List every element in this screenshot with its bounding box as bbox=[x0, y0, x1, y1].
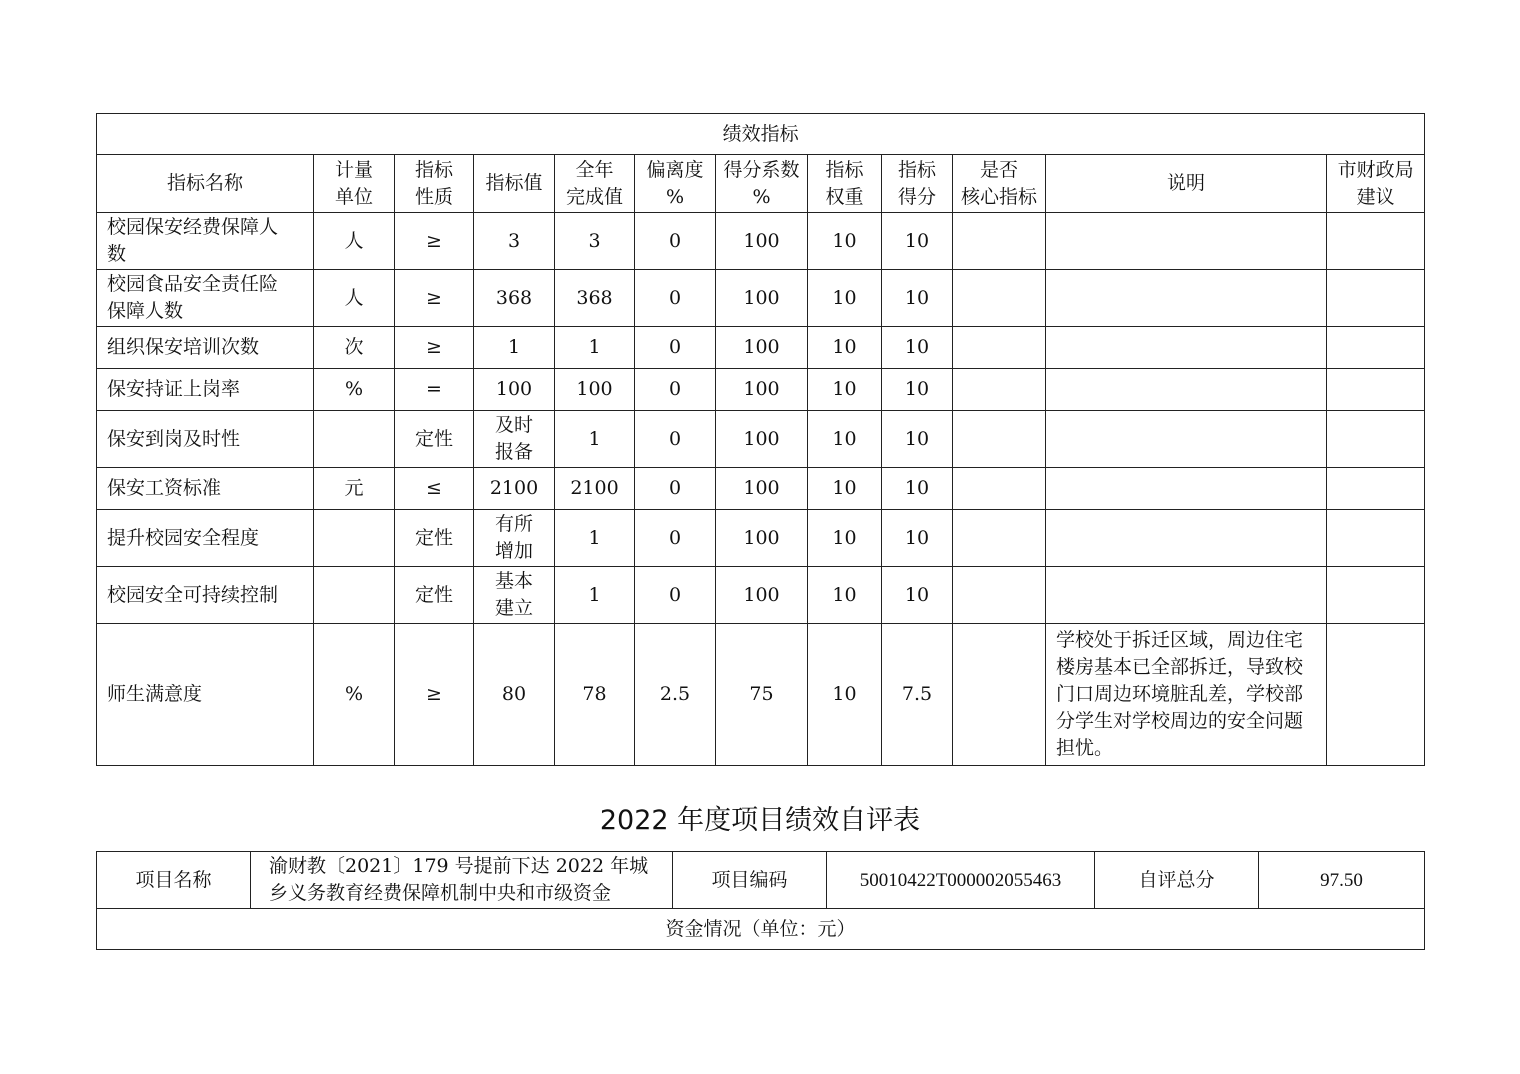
cell-score: 10 bbox=[882, 270, 953, 327]
cell-indicator-name: 校园安全可持续控制 bbox=[97, 567, 314, 624]
cell-unit bbox=[314, 567, 395, 624]
cell-suggestion bbox=[1327, 369, 1425, 411]
cell-weight: 10 bbox=[808, 327, 882, 369]
cell-indicator-name: 师生满意度 bbox=[97, 624, 314, 766]
cell-core-indicator bbox=[953, 327, 1046, 369]
cell-nature: ≥ bbox=[395, 270, 474, 327]
cell-nature: 定性 bbox=[395, 567, 474, 624]
cell-actual-value: 3 bbox=[555, 213, 635, 270]
cell-indicator-name: 保安持证上岗率 bbox=[97, 369, 314, 411]
cell-note bbox=[1046, 327, 1327, 369]
cell-note bbox=[1046, 510, 1327, 567]
cell-target-value: 368 bbox=[474, 270, 555, 327]
cell-coefficient: 100 bbox=[716, 411, 808, 468]
cell-weight: 10 bbox=[808, 411, 882, 468]
table-row bbox=[97, 327, 1425, 369]
cell-actual-value: 1 bbox=[555, 510, 635, 567]
table-row bbox=[97, 468, 1425, 510]
cell-nature: 定性 bbox=[395, 510, 474, 567]
cell-target-value: 80 bbox=[474, 624, 555, 766]
cell-unit: 人 bbox=[314, 270, 395, 327]
cell-indicator-name: 组织保安培训次数 bbox=[97, 327, 314, 369]
cell-core-indicator bbox=[953, 213, 1046, 270]
performance-table bbox=[96, 113, 1425, 766]
cell-unit: 人 bbox=[314, 213, 395, 270]
cell-unit: % bbox=[314, 624, 395, 766]
cell-coefficient: 100 bbox=[716, 369, 808, 411]
hdr-core: 是否 核心指标 bbox=[953, 155, 1046, 213]
cell-suggestion bbox=[1327, 567, 1425, 624]
cell-weight: 10 bbox=[808, 624, 882, 766]
cell-score: 10 bbox=[882, 213, 953, 270]
cell-score: 10 bbox=[882, 468, 953, 510]
cell-suggestion bbox=[1327, 270, 1425, 327]
cell-core-indicator bbox=[953, 270, 1046, 327]
cell-note bbox=[1046, 411, 1327, 468]
table-row bbox=[97, 270, 1425, 327]
cell-nature: ≥ bbox=[395, 213, 474, 270]
project-code-label: 项目编码 bbox=[673, 852, 827, 909]
hdr-note: 说明 bbox=[1046, 155, 1327, 213]
cell-core-indicator bbox=[953, 369, 1046, 411]
header-row bbox=[97, 155, 1425, 213]
total-score-label: 自评总分 bbox=[1095, 852, 1259, 909]
cell-suggestion bbox=[1327, 468, 1425, 510]
cell-deviation: 0 bbox=[635, 510, 716, 567]
cell-score: 7.5 bbox=[882, 624, 953, 766]
cell-actual-value: 1 bbox=[555, 567, 635, 624]
cell-actual-value: 2100 bbox=[555, 468, 635, 510]
cell-nature: ≥ bbox=[395, 624, 474, 766]
cell-unit: % bbox=[314, 369, 395, 411]
cell-note bbox=[1046, 270, 1327, 327]
cell-weight: 10 bbox=[808, 567, 882, 624]
cell-coefficient: 100 bbox=[716, 510, 808, 567]
cell-weight: 10 bbox=[808, 369, 882, 411]
hdr-nature: 指标 性质 bbox=[395, 155, 474, 213]
page-title: 2022 年度项目绩效自评表 bbox=[599, 805, 921, 836]
evaluation-table bbox=[96, 851, 1425, 950]
cell-nature: 定性 bbox=[395, 411, 474, 468]
funds-label: 资金情况（单位：元） bbox=[97, 909, 1425, 950]
cell-score: 10 bbox=[882, 369, 953, 411]
cell-nature: ≥ bbox=[395, 327, 474, 369]
cell-target-value: 3 bbox=[474, 213, 555, 270]
cell-target-value: 100 bbox=[474, 369, 555, 411]
cell-coefficient: 100 bbox=[716, 327, 808, 369]
cell-unit bbox=[314, 411, 395, 468]
cell-core-indicator bbox=[953, 468, 1046, 510]
table-row bbox=[97, 624, 1425, 766]
cell-deviation: 0 bbox=[635, 213, 716, 270]
cell-deviation: 0 bbox=[635, 270, 716, 327]
cell-actual-value: 368 bbox=[555, 270, 635, 327]
cell-suggestion bbox=[1327, 624, 1425, 766]
cell-nature: ≤ bbox=[395, 468, 474, 510]
project-name-label: 项目名称 bbox=[97, 852, 251, 909]
cell-score: 10 bbox=[882, 510, 953, 567]
cell-indicator-name: 保安工资标准 bbox=[97, 468, 314, 510]
hdr-score: 指标 得分 bbox=[882, 155, 953, 213]
table-row bbox=[97, 510, 1425, 567]
cell-note bbox=[1046, 468, 1327, 510]
cell-note bbox=[1046, 567, 1327, 624]
hdr-unit: 计量 单位 bbox=[314, 155, 395, 213]
cell-deviation: 0 bbox=[635, 567, 716, 624]
cell-weight: 10 bbox=[808, 213, 882, 270]
cell-deviation: 2.5 bbox=[635, 624, 716, 766]
total-score-value: 97.50 bbox=[1259, 852, 1425, 909]
hdr-coefficient: 得分系数 % bbox=[716, 155, 808, 213]
section-title: 绩效指标 bbox=[97, 114, 1425, 155]
cell-deviation: 0 bbox=[635, 369, 716, 411]
cell-target-value: 及时 报备 bbox=[474, 411, 555, 468]
cell-indicator-name: 校园食品安全责任险 保障人数 bbox=[97, 270, 314, 327]
cell-actual-value: 1 bbox=[555, 327, 635, 369]
cell-unit: 次 bbox=[314, 327, 395, 369]
cell-coefficient: 100 bbox=[716, 213, 808, 270]
cell-indicator-name: 提升校园安全程度 bbox=[97, 510, 314, 567]
cell-core-indicator bbox=[953, 567, 1046, 624]
hdr-weight: 指标 权重 bbox=[808, 155, 882, 213]
cell-coefficient: 100 bbox=[716, 468, 808, 510]
cell-note: 学校处于拆迁区域，周边住宅楼房基本已全部拆迁，导致校门口周边环境脏乱差，学校部分学生对学校周边的安全问题担忧。 bbox=[1046, 624, 1327, 766]
cell-suggestion bbox=[1327, 213, 1425, 270]
cell-target-value: 有所 增加 bbox=[474, 510, 555, 567]
cell-unit: 元 bbox=[314, 468, 395, 510]
cell-weight: 10 bbox=[808, 270, 882, 327]
performance-body bbox=[97, 213, 1425, 766]
table-row bbox=[97, 567, 1425, 624]
cell-score: 10 bbox=[882, 327, 953, 369]
cell-nature: = bbox=[395, 369, 474, 411]
cell-suggestion bbox=[1327, 327, 1425, 369]
cell-core-indicator bbox=[953, 624, 1046, 766]
cell-coefficient: 100 bbox=[716, 270, 808, 327]
cell-deviation: 0 bbox=[635, 411, 716, 468]
project-code-value: 50010422T000002055463 bbox=[827, 852, 1095, 909]
cell-target-value: 1 bbox=[474, 327, 555, 369]
cell-deviation: 0 bbox=[635, 468, 716, 510]
project-name-value: 渝财教〔2021〕179 号提前下达 2022 年城乡义务教育经费保障机制中央和市级资金 bbox=[251, 852, 673, 909]
cell-target-value: 2100 bbox=[474, 468, 555, 510]
hdr-target: 指标值 bbox=[474, 155, 555, 213]
cell-core-indicator bbox=[953, 411, 1046, 468]
cell-coefficient: 75 bbox=[716, 624, 808, 766]
cell-unit bbox=[314, 510, 395, 567]
cell-target-value: 基本 建立 bbox=[474, 567, 555, 624]
hdr-deviation: 偏离度 % bbox=[635, 155, 716, 213]
table-row bbox=[97, 411, 1425, 468]
hdr-suggestion: 市财政局 建议 bbox=[1327, 155, 1425, 213]
cell-indicator-name: 保安到岗及时性 bbox=[97, 411, 314, 468]
cell-score: 10 bbox=[882, 411, 953, 468]
cell-actual-value: 78 bbox=[555, 624, 635, 766]
cell-note bbox=[1046, 213, 1327, 270]
cell-actual-value: 100 bbox=[555, 369, 635, 411]
cell-indicator-name: 校园保安经费保障人 数 bbox=[97, 213, 314, 270]
cell-actual-value: 1 bbox=[555, 411, 635, 468]
cell-weight: 10 bbox=[808, 468, 882, 510]
cell-weight: 10 bbox=[808, 510, 882, 567]
cell-suggestion bbox=[1327, 411, 1425, 468]
table-row bbox=[97, 369, 1425, 411]
hdr-actual: 全年 完成值 bbox=[555, 155, 635, 213]
cell-note bbox=[1046, 369, 1327, 411]
cell-core-indicator bbox=[953, 510, 1046, 567]
cell-score: 10 bbox=[882, 567, 953, 624]
hdr-indicator-name: 指标名称 bbox=[97, 155, 314, 213]
table-row bbox=[97, 213, 1425, 270]
cell-coefficient: 100 bbox=[716, 567, 808, 624]
cell-deviation: 0 bbox=[635, 327, 716, 369]
cell-suggestion bbox=[1327, 510, 1425, 567]
